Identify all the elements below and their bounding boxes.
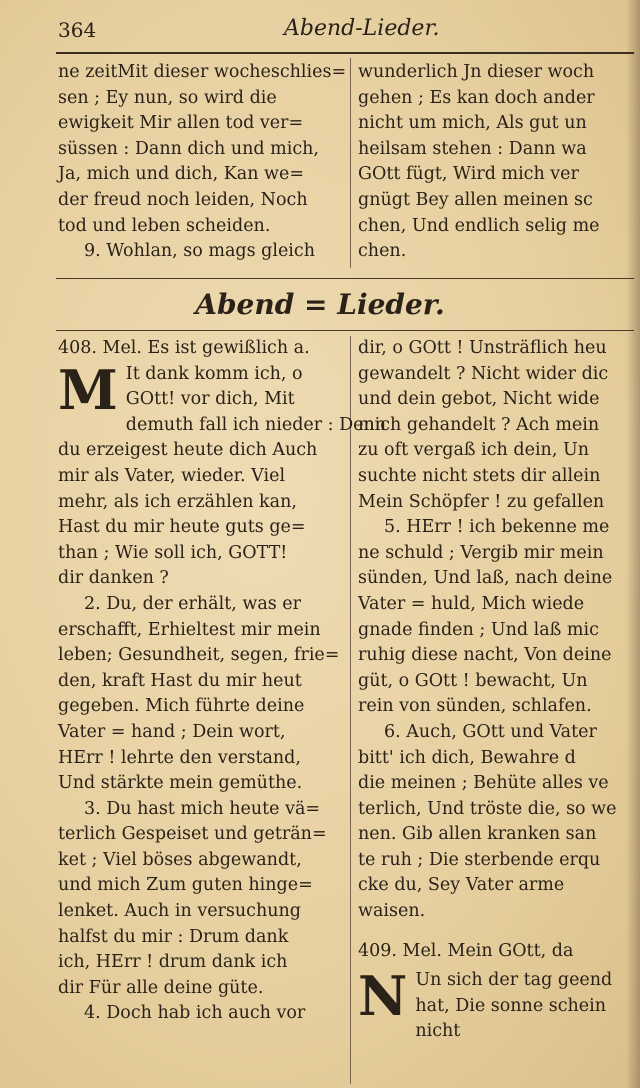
- text-line: hat, Die sonne schein: [415, 995, 607, 1016]
- text-line: mehr, als ich erzählen kan,: [58, 491, 297, 512]
- text-line: du erzeigest heute dich Auch: [58, 440, 318, 461]
- hymn-409-opening: [358, 964, 640, 1045]
- text-line: güt, o GOtt ! bewacht, Un: [358, 670, 588, 691]
- text-line: GOtt fügt, Wird mich ver: [358, 164, 579, 185]
- page-header: [0, 14, 640, 46]
- text-line: gnade finden ; Und laß mic: [358, 619, 599, 640]
- text-line: wunderlich Jn dieser woch: [358, 62, 595, 82]
- text-line: mir als Vater, wieder. Viel: [58, 465, 286, 486]
- hymn-408-opening: [58, 357, 348, 422]
- column-divider-top: [350, 58, 351, 268]
- page-number: 364: [58, 18, 97, 42]
- dropcap-letter: N: [358, 964, 408, 1029]
- text-line: erschafft, Erhieltest mir mein: [58, 619, 321, 640]
- section-rule-top: [56, 278, 634, 279]
- text-line: 5. HErr ! ich bekenne me: [384, 517, 610, 538]
- text-line: Hast du mir heute guts ge=: [58, 517, 306, 538]
- text-line: dir danken ?: [58, 568, 169, 589]
- text-line: heilsam stehen : Dann wa: [358, 138, 587, 159]
- text-line: 3. Du hast mich heute vä=: [84, 798, 321, 819]
- text-line: nicht: [415, 1021, 461, 1042]
- text-line: den, kraft Hast du mir heut: [58, 670, 302, 691]
- text-line: Und stärkte mein gemüthe.: [58, 773, 303, 794]
- running-title: Abend-Lieder.: [284, 16, 440, 41]
- text-line: halfst du mir : Drum dank: [58, 926, 289, 947]
- text-line: zu oft vergaß ich dein, Un: [358, 440, 589, 461]
- text-line: 4. Doch hab ich auch vor: [84, 1003, 306, 1024]
- text-line: gnügt Bey allen meinen sc: [358, 189, 593, 210]
- text-line: dir Für alle deine güte.: [58, 977, 264, 998]
- section-title: Abend = Lieder.: [195, 288, 445, 321]
- text-line: gegeben. Mich führte deine: [58, 696, 305, 717]
- text-line: ne zeitMit dieser wocheschlies=: [58, 62, 347, 82]
- text-line: gehen ; Es kan doch ander: [358, 87, 595, 108]
- text-line: nicht um mich, Als gut un: [358, 113, 587, 134]
- text-line: chen.: [358, 241, 407, 262]
- text-line: Vater = hand ; Dein wort,: [58, 721, 286, 742]
- text-line: bitt' ich dich, Bewahre d: [358, 747, 576, 768]
- text-line: ruhig diese nacht, Von deine: [358, 645, 612, 666]
- top-right-column: [358, 60, 640, 265]
- text-line: tod und leben scheiden.: [58, 215, 271, 236]
- text-line: ewigkeit Mir allen tod ver=: [58, 113, 304, 134]
- text-line: Ja, mich und dich, Kan we=: [58, 164, 305, 185]
- hymn-408-column: [58, 336, 387, 1088]
- text-line: ket ; Viel böses abgewandt,: [58, 849, 302, 870]
- text-line: Mein Schöpfer ! zu gefallen: [358, 491, 605, 512]
- text-line: chen, Und endlich selig me: [358, 215, 600, 236]
- text-line: demuth fall ich nieder : Denn: [125, 414, 387, 435]
- text-line: und dein gebot, Nicht wide: [358, 389, 600, 410]
- text-line: mich gehandelt ? Ach mein: [358, 414, 600, 435]
- text-line: gewandelt ? Nicht wider dic: [358, 363, 609, 384]
- text-line: leben; Gesundheit, segen, frie=: [58, 645, 340, 666]
- text-line: süssen : Dann dich und mich,: [58, 138, 319, 159]
- text-line: sen ; Ey nun, so wird die: [58, 87, 277, 108]
- text-line: waisen.: [358, 901, 426, 922]
- column-divider-main: [350, 336, 351, 1084]
- text-line: It dank komm ich, o: [125, 363, 303, 384]
- top-left-column: [58, 60, 348, 265]
- text-line: der freud noch leiden, Noch: [58, 189, 308, 210]
- text-line: dir, o GOtt ! Unsträflich heu: [358, 338, 607, 358]
- text-line: terlich Gespeiset und geträn=: [58, 824, 327, 845]
- text-line: than ; Wie soll ich, GOTT!: [58, 542, 288, 563]
- text-line: rein von sünden, schlafen.: [358, 696, 592, 717]
- text-line: die meinen ; Behüte alles ve: [358, 773, 609, 794]
- text-line: nen. Gib allen kranken san: [358, 824, 597, 845]
- text-line: Un sich der tag geend: [415, 970, 613, 991]
- text-line: und mich Zum guten hinge=: [58, 875, 313, 896]
- text-line: Vater = huld, Mich wiede: [358, 593, 585, 614]
- hymn-408-continuation-column: [358, 336, 640, 1088]
- hymn-408-heading: 408. Mel. Es ist gewißlich a.: [58, 338, 310, 358]
- hymn-409-heading: 409. Mel. Mein GOtt, da: [358, 940, 574, 961]
- text-line: ne schuld ; Vergib mir mein: [358, 542, 604, 563]
- text-line: terlich, Und tröste die, so we: [358, 798, 617, 819]
- hymn-408-continuation-body: [358, 336, 640, 925]
- text-line: sünden, Und laß, nach deine: [358, 568, 613, 589]
- text-line: GOtt! vor dich, Mit: [125, 389, 295, 410]
- text-line: 2. Du, der erhält, was er: [84, 593, 302, 614]
- text-line: 9. Wohlan, so mags gleich: [84, 241, 315, 262]
- hymn-408-body: [58, 413, 387, 1027]
- text-line: HErr ! lehrte den verstand,: [58, 747, 301, 768]
- text-line: suchte nicht stets dir allein: [358, 465, 601, 486]
- text-line: 6. Auch, GOtt und Vater: [384, 721, 597, 742]
- text-line: ich, HErr ! drum dank ich: [58, 952, 288, 973]
- text-line: cke du, Sey Vater arme: [358, 875, 565, 896]
- text-line: te ruh ; Die sterbende erqu: [358, 849, 601, 870]
- dropcap-letter: M: [58, 357, 118, 422]
- header-rule: [56, 52, 634, 54]
- section-rule-bottom: [56, 330, 634, 331]
- text-line: lenket. Auch in versuchung: [58, 901, 301, 922]
